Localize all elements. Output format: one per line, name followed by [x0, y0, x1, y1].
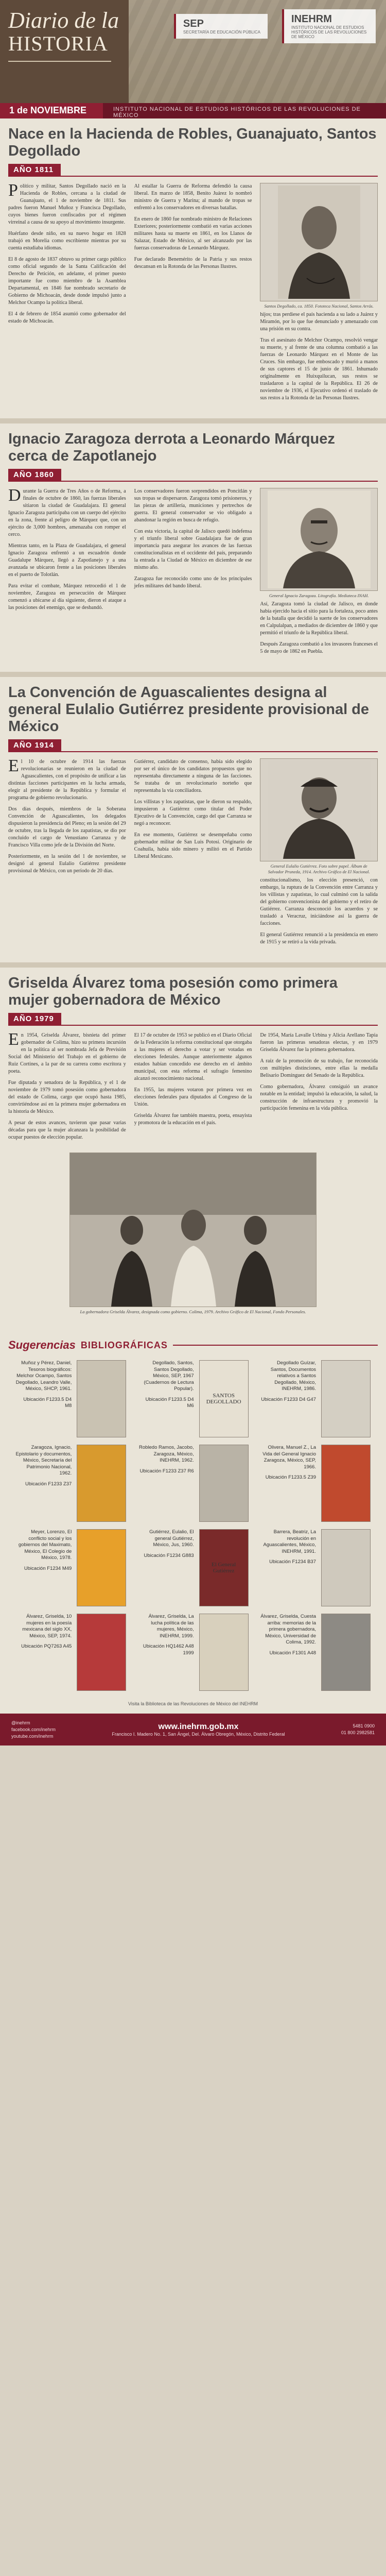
book-citation — [260, 1529, 316, 1606]
book-citation — [137, 1614, 194, 1691]
book-cover[interactable] — [199, 1445, 249, 1522]
date-subtitle: INSTITUTO NACIONAL DE ESTUDIOS HISTÓRICOS DE LAS REVOLUCIONES DE MÉXICO — [113, 106, 361, 118]
book-item[interactable] — [260, 1529, 371, 1606]
book-item[interactable] — [260, 1360, 371, 1437]
diario-logo — [0, 0, 129, 103]
logo-rule — [8, 61, 111, 62]
photo-caption: General Ignacio Zaragoza. Litografía. Mediateca INAH. — [269, 593, 369, 598]
paragraph: olítico y militar, Santos Degollado nació en la Hacienda de Robles, cercana a la ciudad de Guanajuato, el 1 de noviembre de 1811. Sus padres fueron Manuel Muñoz y Francisca Degollado, cuyos bienes fueron confiscados por el régimen virreinal a causa de su apoyo al movimiento insurgente. — [8, 183, 126, 225]
paragraph: En ese momento, Gutiérrez se desempeñaba como gobernador militar de San Luis Potosí. Originario de Coahuila, había sido minero y militó en el Partido Liberal Mexicano. — [134, 832, 252, 859]
phone-2: 01 800 2982581 — [341, 1730, 375, 1735]
paragraph: constitucionalismo, los elección presenció, con embargo, la ruptura de la Convención entre Carranza y los villistas y zapatistas, lo cual culminó con la salida del gobierno convencionista del gobierno y el retiro de Gutiérrez. Carranza desconoció los acuerdos y se trasladó a Veracruz, iniciándose así la guerra de facciones. — [260, 877, 378, 926]
sep-logo-text: SEP — [183, 18, 204, 29]
photo-caption: Santos Degollado, ca. 1850. Fototeca Nacional, Santos Arrás. — [264, 303, 374, 309]
social-youtube-link[interactable]: youtube.com/inehrm — [11, 1733, 54, 1739]
book-citation — [137, 1360, 194, 1437]
logo-line2: HISTORIA — [8, 32, 108, 55]
book-citation — [15, 1614, 72, 1691]
social-facebook-link[interactable]: facebook.com/inehrm — [11, 1726, 56, 1732]
photo-caption: General Eulalio Gutiérrez. Foto sobre papel. Álbum de Salvador Pruneda, 1914. Archivo Gráfico de El Nacional. — [268, 863, 370, 874]
paragraph: Mientras tanto, en la Plaza de Guadalajara, el general Ignacio Zaragoza enfrentó a un escuadrón donde Guadalupe Márquez, llegó a Zapotlanejo y a una avanzada se ubicaron frente a las posiciones liberales en el puerto de Tolotlán. — [8, 543, 126, 578]
book-cover[interactable] — [77, 1445, 126, 1522]
drop-cap: D — [8, 486, 21, 505]
section-zaragoza — [0, 423, 386, 672]
paragraph: Gutiérrez, candidato de consenso, había sido elegido por ser el único de los candidatos propuestos que no representaba directamente a ninguna de las facciones. Se trataba de un revolucionario norteño que representaba la vía conciliadora. — [134, 759, 252, 793]
group-photo — [69, 1153, 317, 1307]
book-location: Ubicación F1233 Z37 — [25, 1481, 72, 1487]
text-column — [260, 1032, 378, 1145]
book-location: Ubicación PQ7263 A45 — [21, 1643, 72, 1649]
book-item[interactable] — [15, 1360, 126, 1437]
book-reference: Olivera, Manuel Z., La Vida del General Ignacio Zaragoza, México, SEP, 1966. — [262, 1445, 316, 1470]
institution-logos — [174, 9, 376, 43]
book-citation — [137, 1529, 194, 1606]
year-tag: AÑO 1860 — [8, 469, 61, 481]
book-citation — [260, 1445, 316, 1522]
book-location: Ubicación F1233 D4 G47 — [261, 1396, 316, 1402]
paragraph: Posteriormente, en la sesión del 1 de noviembre, se designó al general Eulalio Gutiérrez presidente provisional de México, con un período de 20 días. — [8, 854, 126, 874]
paragraph: Fue declarado Benemérito de la Patria y sus restos descansan en la Rotonda de las Personas Ilustres. — [134, 257, 252, 269]
paragraph: El 8 de agosto de 1837 obtuvo su primer cargo público como oficial segundo de la Santa Calificación del Derecho de Petición, en adelante, el primer puesto importante fue como miembro de la Asamblea Departamental, en 1846 fue nombrado secretario de Gobierno de Michoacán, desde donde impulsó junto a Melchor Ocampo la política liberal. — [8, 257, 126, 306]
sugerencias-header — [0, 1329, 386, 1357]
sep-logo-sub: SECRETARÍA DE EDUCACIÓN PÚBLICA — [183, 30, 260, 35]
text-column — [134, 758, 252, 950]
date-tag: 1 de NOVIEMBRE — [0, 103, 103, 118]
book-item[interactable] — [137, 1360, 248, 1437]
paragraph: Con esta victoria, la capital de Jalisco quedó indefensa y el triunfo liberal sobre Guadalajara fue de gran importancia para asegurar los avances de las fuerzas constitucionalistas en el occidente del país, preparando la entrada a la Ciudad de México en diciembre de ese mismo año. — [134, 529, 252, 570]
book-item[interactable] — [137, 1614, 248, 1691]
logo-line1: Diario de la — [8, 8, 119, 33]
sugerencias — [0, 1329, 386, 1696]
text-column — [134, 488, 252, 659]
book-cover[interactable] — [321, 1614, 371, 1691]
book-location: Ubicación F1233.5 D4 M6 — [145, 1396, 194, 1409]
book-cover[interactable]: El General Gutiérrez — [199, 1529, 249, 1606]
section-title: Ignacio Zaragoza derrota a Leonardo Márquez cerca de Zapotlanejo — [8, 431, 335, 464]
text-column — [260, 183, 378, 406]
text-column — [8, 758, 126, 950]
book-item[interactable] — [137, 1445, 248, 1522]
phone-numbers — [341, 1723, 375, 1736]
book-reference: Barrera, Beatriz, La revolución en Aguascalientes, México, INEHRM, 1991. — [263, 1529, 316, 1554]
paragraph: Así, Zaragoza tomó la ciudad de Jalisco, en donde había ejercido hacia el sitio para la fortaleza, poco antes de la batalla que decidió la suerte de los conservadores en Calpulalpan, a mediados de diciembre de 1860 y que permitió el triunfo de la República liberal. — [260, 601, 378, 636]
footer — [0, 1714, 386, 1745]
sep-logo — [174, 14, 268, 39]
book-location: Ubicación F1233 Z37 R6 — [139, 1468, 194, 1474]
text-column — [134, 183, 252, 406]
portrait-photo — [260, 183, 378, 301]
book-location: Ubicación F1234 G883 — [144, 1552, 194, 1558]
phone-1: 5481 0900 — [353, 1723, 375, 1728]
section-divider — [0, 672, 386, 677]
portrait-photo — [260, 758, 378, 861]
book-citation — [15, 1360, 72, 1437]
drop-cap: E — [8, 756, 19, 775]
book-cover[interactable] — [77, 1529, 126, 1606]
book-location: Ubicación F1233.5 Z39 — [265, 1475, 316, 1480]
paragraph: A pesar de estos avances, tuvieron que pasar varias décadas para que la mujer alcanzara la posibilidad de ocupar puestos de elección popular. — [8, 1120, 126, 1140]
drop-cap: E — [8, 1030, 19, 1049]
inehrm-logo — [282, 9, 376, 43]
section-degollado — [0, 118, 386, 418]
book-grid — [0, 1357, 386, 1696]
paragraph: Dos días después, miembros de la Soberana Convención de Aguascalientes, los delegados dispusieron la presidencia del Pleno; en la sesión del 29 de octubre, tras la llegada de los zapatistas, se dio por concluido el cargo de Venustiano Carranza y de Francisco Villa como jefe de la División del Norte. — [8, 806, 126, 848]
book-citation — [137, 1445, 194, 1522]
book-location: Ubicación F1234 B37 — [269, 1559, 316, 1565]
book-cover[interactable] — [321, 1445, 371, 1522]
section-title: Griselda Álvarez toma posesión como primera mujer gobernadora de México — [8, 975, 338, 1008]
text-column — [8, 183, 126, 406]
footer-note: Visita la Biblioteca de las Revoluciones de México del INEHRM — [128, 1701, 258, 1706]
book-citation — [15, 1529, 72, 1606]
portrait-zaragoza-icon — [268, 490, 371, 588]
paragraph: Zaragoza fue reconocido como uno de los principales jefes militares del bando liberal. — [134, 576, 252, 589]
social-links — [11, 1720, 56, 1740]
book-reference: Robledo Ramos, Jacobo, Zaragoza, México, INEHRM, 1962. — [138, 1445, 194, 1463]
book-cover[interactable] — [77, 1614, 126, 1691]
portrait-gutierrez-icon — [268, 761, 371, 859]
book-reference: Gutiérrez, Eulalio, El general Gutiérrez, México, Jus, 1960. — [149, 1529, 194, 1548]
book-location: Ubicación HQ1462 A48 1999 — [143, 1643, 194, 1656]
social-twitter-link[interactable]: @inehrm — [11, 1720, 30, 1725]
paragraph: El 4 de febrero de 1854 asumió como gobernador del estado de Michoacán. — [8, 311, 126, 324]
portrait-degollado-icon — [278, 185, 360, 299]
book-reference: Zaragoza, Ignacio, Epistolario y documentos, México, Secretaría del Patrimonio Nacional, 1962. — [15, 1445, 72, 1476]
sugerencias-word1: Sugerencias — [8, 1338, 76, 1351]
paragraph: Huérfano desde niño, en su nuevo hogar en 1828 trabajó en Morelia como escribiente mientras por su cuenta estudiaba idiomas. — [8, 231, 126, 251]
portrait-photo — [260, 488, 378, 591]
year-tag: AÑO 1811 — [8, 164, 61, 176]
book-cover[interactable] — [321, 1360, 371, 1437]
photo-caption: La gobernadora Griselda Álvarez, designada como gobierno. Colima, 1979. Archivo Gráfico de El Nacional, Fondo Personales. — [80, 1309, 306, 1314]
book-cover[interactable] — [77, 1360, 126, 1437]
text-column — [8, 1032, 126, 1145]
book-citation — [15, 1445, 72, 1522]
paragraph: En enero de 1860 fue nombrado ministro de Relaciones Exteriores; posteriormente combatió en varias acciones militares hasta su muerte en 1861, en los Llanos de Salazar, Estado de México, al ser alcanzado por las fuerzas conservadoras de Leonardo Márquez. — [134, 216, 252, 251]
paragraph: l 10 de octubre de 1914 las fuerzas revolucionarias se reunieron en la ciudad de Aguascalientes, con el propósito de unificar a las distintas facciones participantes en la lucha armada, elegir al presidente de la República y formular el programa de gobierno revolucionario. — [8, 759, 126, 801]
sugerencias-word2: BIBLIOGRÁFICAS — [80, 1340, 168, 1350]
paragraph: Los villistas y los zapatistas, que le dieron su respaldo, impusieron a Gutiérrez como titular del Poder Ejecutivo de la Convención, cargo del que Carranza se negó a reconocer. — [134, 799, 252, 826]
section-divider — [0, 962, 386, 968]
paragraph: En 1955, las mujeres votaron por primera vez en elecciones federales para diputados al Congreso de la Unión. — [134, 1087, 252, 1107]
text-column — [260, 758, 378, 950]
header — [0, 0, 386, 118]
paragraph: Para evitar el combate, Márquez retrocedió el 1 de noviembre, Zaragoza en persecución de Márquez comenzó a ubicarse al día siguiente, dieron el ataque a las posiciones del enemigo, que se desbandó. — [8, 583, 126, 611]
paragraph: El 17 de octubre de 1953 se publicó en el Diario Oficial de la Federación la reforma constitucional que otorgaba a las mujeres el derecho a votar y ser votadas en elecciones federales. Aunque anteriormente algunos estados habían concedido ese derecho en el ámbito municipal, con esta reforma el sufragio femenino alcanzó reconocimiento nacional. — [134, 1032, 252, 1081]
paragraph: A raíz de la promoción de su trabajo, fue reconocida con múltiples distinciones, entre ellas la medalla Belisario Domínguez del Senado de la República. — [260, 1058, 378, 1078]
paragraph: hijos; tras perdiese el país hacienda a su lado a Juárez y Miramón, por lo que fue denunciado y amenazado con una prisión en su contra. — [260, 312, 378, 332]
text-column — [260, 488, 378, 659]
book-location: Ubicación F1234 M49 — [24, 1565, 72, 1571]
section-title: La Convención de Aguascalientes designa al general Eulalio Gutiérrez presidente provisional de México — [8, 684, 370, 735]
book-reference: Álvarez, Griselda, Cuesta arriba: memorias de la primera gobernadora, México, Universidad de Colima, 1992. — [260, 1614, 316, 1645]
section-griselda — [0, 968, 386, 1329]
paragraph: Griselda Álvarez fue también maestra, poeta, ensayista y promotora de la educación en el país. — [134, 1113, 252, 1126]
book-reference: Muñoz y Pérez, Daniel, Tesoros biográficos: Melchor Ocampo, Santos Degollado, Leandro Valle, México, SHCP, 1961. — [15, 1360, 72, 1392]
book-reference: Meyer, Lorenzo, El conflicto social y los gobiernos del Maximato, México, El Colegio de México, 1978. — [18, 1529, 72, 1561]
paragraph: n 1954, Griselda Álvarez, bisnieta del primer gobernador de Colima, hizo su primera incursión en la política al ser nombrada Jefa de Previsión Social del Ministerio del Trabajo en el gobierno de Ruiz Cortines, a la par de su carrera como escritora y poeta. — [8, 1032, 126, 1074]
sugerencias-line — [173, 1345, 378, 1346]
section-convencion — [0, 677, 386, 962]
section-divider — [0, 418, 386, 423]
paragraph: Después Zaragoza combatió a los invasores franceses el 5 de mayo de 1862 en Puebla. — [260, 641, 378, 654]
book-citation — [260, 1360, 316, 1437]
book-item[interactable] — [137, 1529, 248, 1606]
footer-center — [112, 1722, 285, 1737]
paragraph: De 1954, María Lavalle Urbina y Alicia Arellano Tapia fueron las primeras senadoras electas, y en 1979 Griselda Álvarez fue la primera gobernadora. — [260, 1032, 378, 1053]
paragraph: Los conservadores fueron sorprendidos en Poncitlán y sus tropas se dispersaron. Zaragoza tomó prisioneros, y las piezas de artillería, municiones y pertrechos de guerra. El general conservador se vio obligado a abandonar la región en busca de refugio. — [134, 488, 252, 523]
group-photo-griselda-icon — [70, 1153, 316, 1307]
inehrm-logo-text: INEHRM — [291, 13, 332, 25]
year-tag: AÑO 1914 — [8, 739, 61, 751]
book-cover[interactable]: SANTOS DEGOLLADO — [199, 1360, 249, 1437]
address: Francisco I. Madero No. 1, San Ángel, Del. Álvaro Obregón, México, Distrito Federal — [112, 1732, 285, 1737]
book-item[interactable] — [15, 1445, 126, 1522]
paragraph: Al estallar la Guerra de Reforma defendió la causa liberal. En marzo de 1858, Benito Juárez lo nombró ministro de Guerra y Marina; al mando de tropas se enfrentó a los conservadores en diversas batallas. — [134, 183, 252, 211]
book-location: Ubicación F1233.5 D4 M8 — [23, 1396, 72, 1409]
inehrm-logo-sub: INSTITUTO NACIONAL DE ESTUDIOS HISTÓRICOS DE LAS REVOLUCIONES DE MÉXICO — [291, 25, 367, 39]
text-column — [134, 1032, 252, 1145]
book-reference: Degollado Guízar, Santos, Documentos relativos a Santos Degollado, México, INEHRM, 1986. — [270, 1360, 316, 1392]
paragraph: El general Gutiérrez renunció a la presidencia en enero de 1915 y se retiró a la vida privada. — [260, 932, 378, 945]
book-item[interactable] — [15, 1529, 126, 1606]
book-item[interactable] — [260, 1445, 371, 1522]
section-title: Nace en la Hacienda de Robles, Guanajuato, Santos Degollado — [8, 126, 377, 159]
text-column — [8, 488, 126, 659]
paragraph: urante la Guerra de Tres Años o de Reforma, a finales de octubre de 1860, las fuerzas liberales sitiaron la ciudad de Guadalajara. El general Ignacio Zaragoza participaba con un cuerpo del ejército en la zona, frente al peligro de Márquez que, con un ejército de 3,000 hombres, amenazaba con romper el cerco. — [8, 488, 126, 537]
book-item[interactable] — [260, 1614, 371, 1691]
paragraph: Fue diputada y senadora de la República, y el 1 de noviembre de 1979 tomó posesión como gobernadora del estado de Colima, cargo que ocupó hasta 1985, convirtiéndose así en la primera mujer gobernadora en la historia de México. — [8, 1080, 126, 1114]
book-reference: Álvarez, Griselda, 10 mujeres en la poesía mexicana del siglo XX, México, SEP, 1974. — [22, 1614, 72, 1639]
paragraph: Como gobernadora, Álvarez consiguió un avance notable en la entidad; impulsó la educación, la salud, la construcción de infraestructura y promovió la participación femenina en la vida pública. — [260, 1084, 378, 1111]
book-cover[interactable] — [199, 1614, 249, 1691]
book-item[interactable] — [15, 1614, 126, 1691]
book-reference: Degollado, Santos, Santos Degollado, México, SEP, 1967 (Cuadernos de Lectura Popular). — [144, 1360, 194, 1392]
drop-cap: P — [8, 181, 18, 200]
book-citation — [260, 1614, 316, 1691]
paragraph: Tras el asesinato de Melchor Ocampo, resolvió vengar su muerte, y al frente de una columna combatió a las fuerzas de Leonardo Márquez en el Monte de las Cruces. Sin embargo, fue emboscado y murió a manos de sus captores el 15 de junio de 1861. Inhumado originalmente en Huixquilucan, sus restos se trasladaron a la capital de la República. El 26 de noviembre de 1936, el Ejecutivo ordenó el traslado de sus restos a la Rotonda de las Personas Ilustres. — [260, 337, 378, 401]
book-cover[interactable] — [321, 1529, 371, 1606]
year-tag: AÑO 1979 — [8, 1013, 61, 1025]
book-reference: Álvarez, Griselda, La lucha política de las mujeres, México, INEHRM, 1999. — [148, 1614, 194, 1639]
website-link[interactable]: www.inehrm.gob.mx — [158, 1722, 239, 1731]
book-location: Ubicación F1301 A48 — [269, 1650, 316, 1656]
